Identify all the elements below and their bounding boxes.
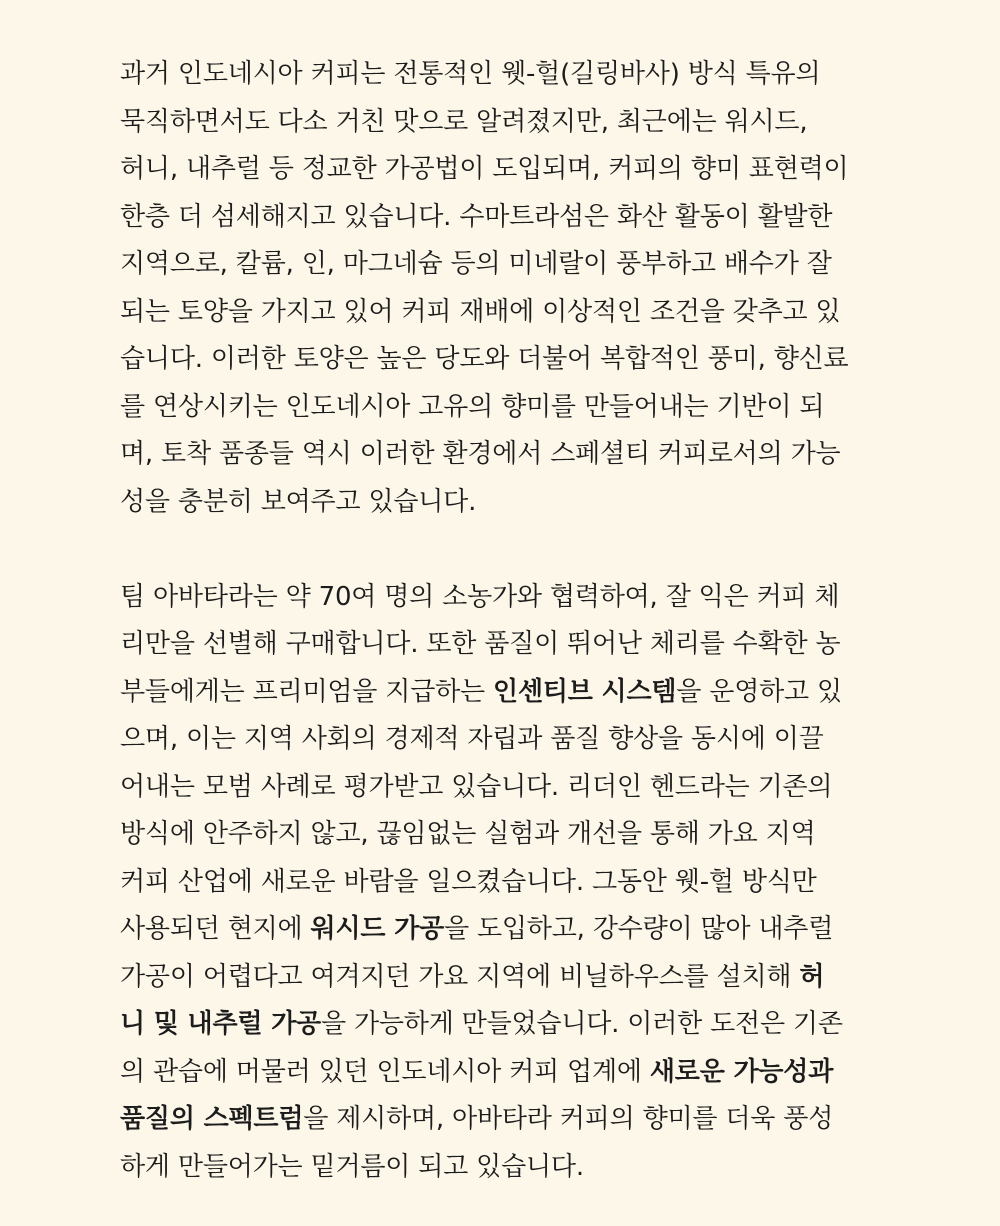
text-line: 를 연상시키는 인도네시아 고유의 향미를 만들어내는 기반이 되: [120, 391, 825, 422]
paragraph-2: [120, 574, 900, 1192]
text-line-with-emphasis: [120, 954, 900, 1002]
text-line-with-emphasis: [120, 1049, 900, 1097]
text-line: 되는 토양을 가지고 있어 커피 재배에 이상적인 조건을 갖추고 있: [120, 296, 841, 327]
plain-text: 사용되던 현지에: [120, 914, 311, 944]
text-line: 리만을 선별해 구매합니다. 또한 품질이 뛰어난 체리를 수확한 농: [120, 629, 841, 659]
bold-text: 니 및 내추럴 가공: [120, 1009, 321, 1039]
plain-text: 을 제시하며, 아바타라 커피의 향미를 더욱 풍성: [303, 1104, 834, 1134]
paragraph-gap: [120, 526, 900, 574]
bold-text: 허: [799, 961, 825, 992]
text-line: 허니, 내추럴 등 정교한 가공법이 도입되며, 커피의 향미 표현력이: [120, 154, 849, 184]
text-line-with-emphasis: [120, 906, 900, 954]
text-line: 으며, 이는 지역 사회의 경제적 자립과 품질 향상을 동시에 이끌: [120, 724, 824, 754]
text-line: 성을 충분히 보여주고 있습니다.: [120, 486, 477, 517]
plain-text: 을 도입하고, 강수량이 많아 내추럴: [443, 914, 834, 944]
paragraph-1: [120, 51, 900, 526]
text-line: 커피 산업에 새로운 바람을 일으켰습니다. 그동안 웻-헐 방식만: [120, 866, 817, 897]
text-line: 팀 아바타라는 약 70여 명의 소농가와 협력하여, 잘 익은 커피 체: [120, 581, 840, 612]
plain-text: 을 운영하고 있: [676, 676, 842, 707]
text-line: 방식에 안주하지 않고, 끊임없는 실험과 개선을 통해 가요 지역: [120, 819, 816, 849]
text-line: 지역으로, 칼륨, 인, 마그네슘 등의 미네랄이 풍부하고 배수가 잘: [120, 249, 832, 279]
bold-text: 인센티브 시스템: [493, 676, 677, 707]
text-line: 과거 인도네시아 커피는 전통적인 웻-헐(길링바사) 방식 특유의: [120, 59, 821, 89]
plain-text: 의 관습에 머물러 있던 인도네시아 커피 업계에: [120, 1056, 650, 1087]
text-line: 묵직하면서도 다소 거친 맛으로 알려졌지만, 최근에는 워시드,: [120, 106, 808, 137]
bold-text: 품질의 스펙트럼: [120, 1104, 304, 1134]
bold-text: 새로운 가능성과: [649, 1056, 834, 1087]
plain-text: 가공이 어렵다고 여겨지던 가요 지역에 비닐하우스를 설치해: [120, 961, 800, 992]
bold-text: 워시드 가공: [310, 914, 444, 944]
text-line: 한층 더 섬세해지고 있습니다. 수마트라섬은 화산 활동이 활발한: [120, 201, 833, 232]
text-line: 며, 토착 품종들 역시 이러한 환경에서 스페셜티 커피로서의 가능: [120, 439, 841, 469]
document-body: [120, 51, 900, 1191]
text-line: 습니다. 이러한 토양은 높은 당도와 더불어 복합적인 풍미, 향신료: [120, 344, 849, 374]
text-line: 하게 만들어가는 밑거름이 되고 있습니다.: [120, 1151, 584, 1182]
text-line: 어내는 모범 사례로 평가받고 있습니다. 리더인 헨드라는 기존의: [120, 771, 833, 802]
text-line-with-emphasis: [120, 1096, 900, 1144]
plain-text: 부들에게는 프리미엄을 지급하는: [120, 676, 494, 707]
plain-text: 을 가능하게 만들었습니다. 이러한 도전은 기존: [320, 1009, 843, 1039]
text-line-with-emphasis: [120, 669, 900, 717]
text-line-with-emphasis: [120, 1001, 900, 1049]
